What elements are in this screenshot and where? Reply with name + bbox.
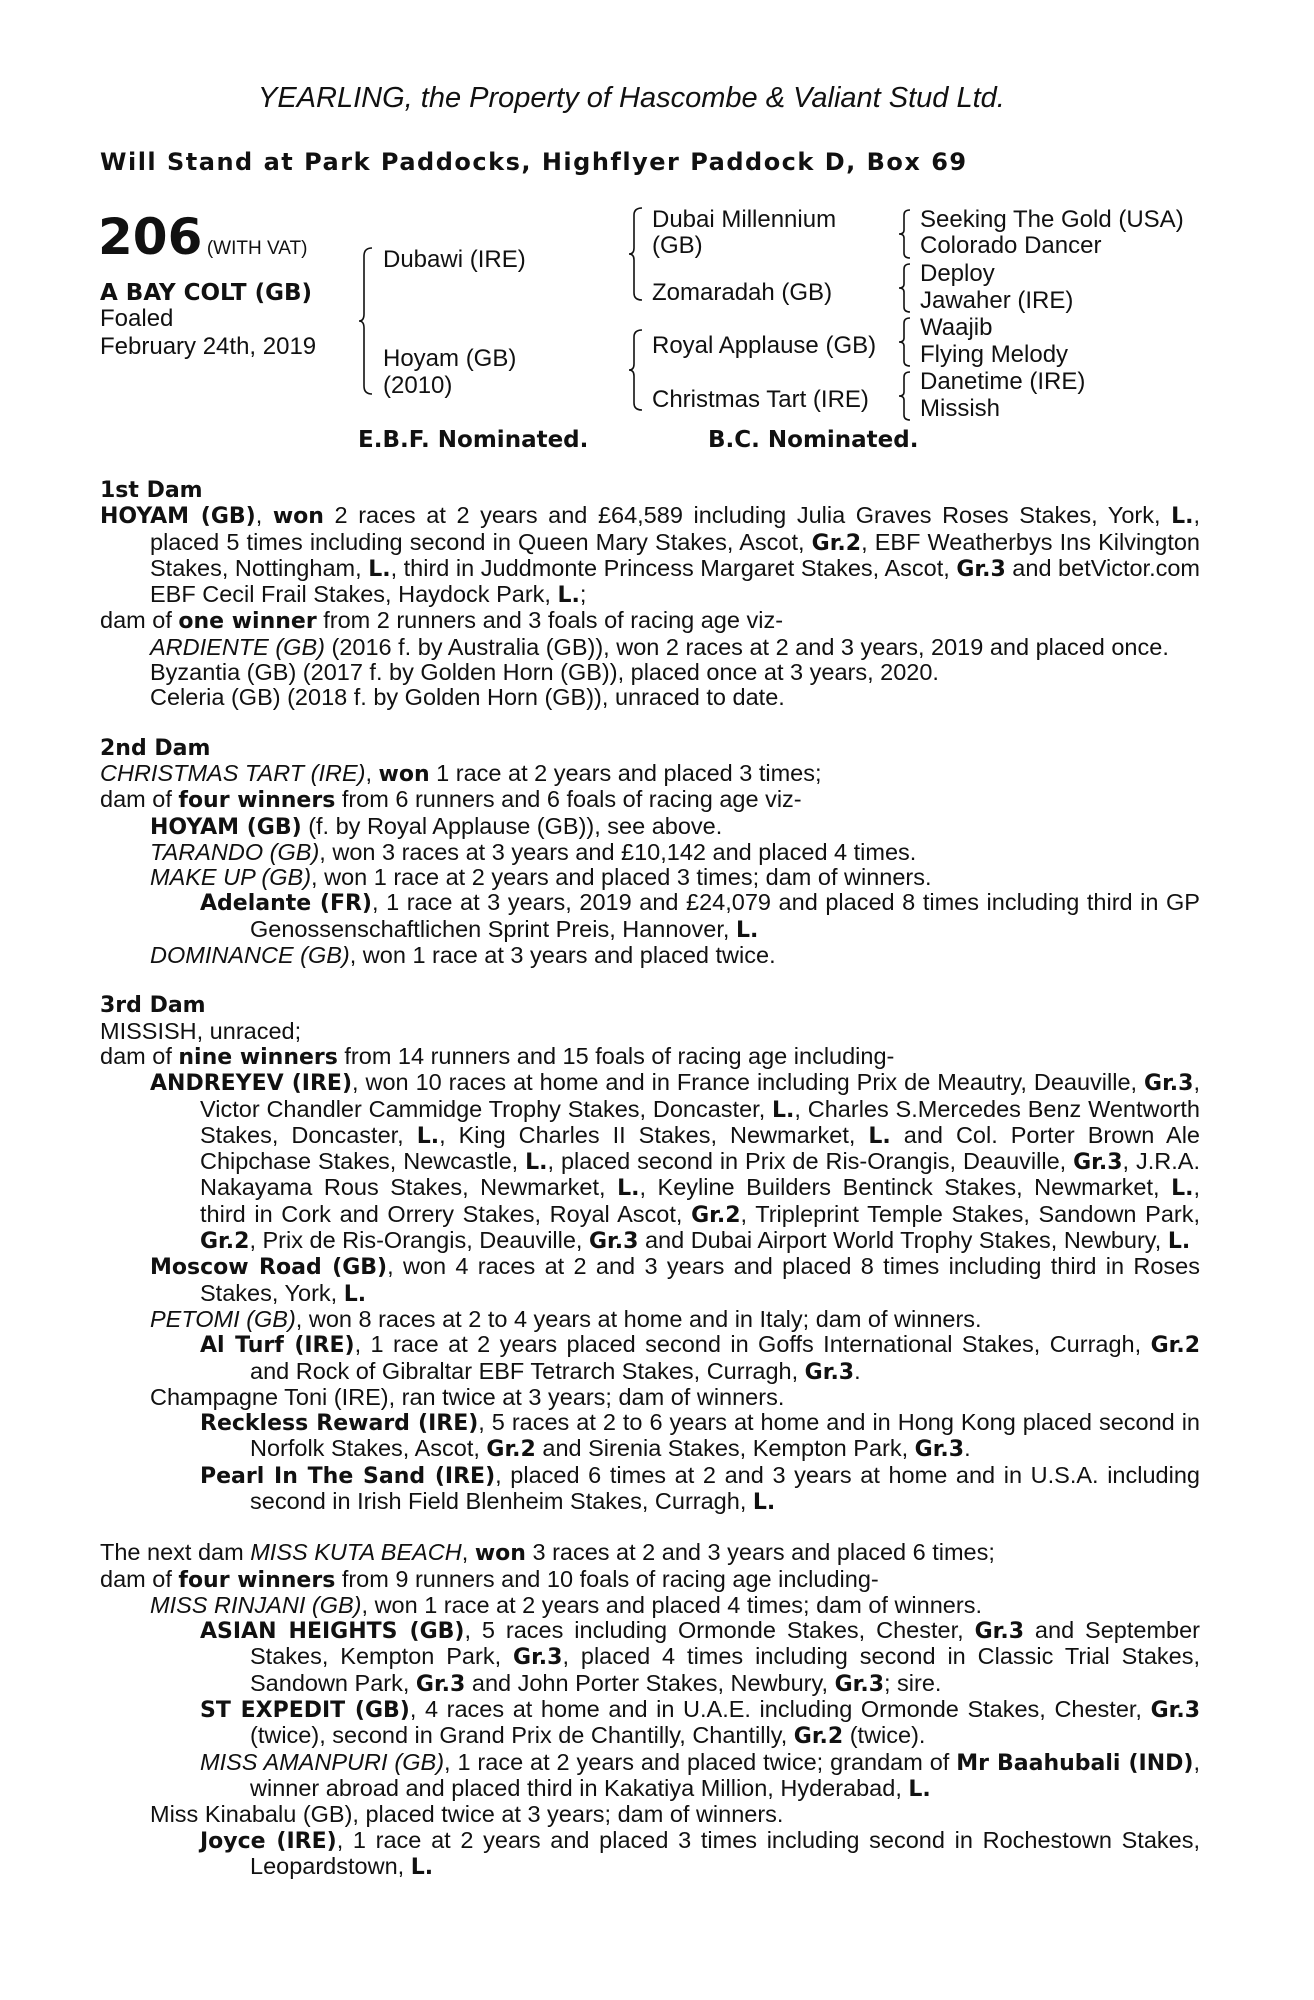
- text: from 2 runners and 3 foals of racing age viz-: [316, 607, 784, 634]
- sire-line-brace: [628, 206, 644, 302]
- foal-entry: [100, 1307, 1200, 1332]
- text: , 1 race at 2 years and placed 3 times including second in Rochestown Stakes, Leopardstown,: [250, 1826, 1200, 1879]
- dam-name: Hoyam (GB): [383, 345, 517, 372]
- lot-description: A BAY COLT (GB): [100, 280, 313, 306]
- text: and Rock of Gibraltar EBF Tetrarch Stakes, Curragh,: [250, 1357, 805, 1384]
- grandfoal-entry: [100, 890, 1200, 943]
- foal-name: ARDIENTE (GB): [150, 633, 325, 660]
- listed-label: L.: [868, 1123, 891, 1149]
- grandfoal-entry: [100, 1828, 1200, 1881]
- sss-name: Seeking The Gold (USA): [920, 206, 1184, 233]
- text: , won 8 races at 2 to 4 years at home and in Italy; dam of winners.: [295, 1305, 982, 1332]
- grandfoal-name: Mr Baahubali (IND): [956, 1750, 1194, 1776]
- text: (2016 f. by Australia (GB)), won 2 races at 2 and 3 years, 2019 and placed once.: [324, 633, 1169, 660]
- text: and September Stakes, Kempton Park,: [250, 1617, 1201, 1670]
- text: , won 10 races at home and in France including Prix de Meautry, Deauville,: [352, 1069, 1145, 1096]
- text: and John Porter Stakes, Newbury,: [465, 1669, 835, 1696]
- listed-label: L.: [735, 917, 759, 943]
- winners-count: one winner: [178, 609, 317, 635]
- text: , J.R.A. Nakayama Rous Stakes, Newmarket,: [200, 1148, 1200, 1201]
- foal-entry: [100, 1070, 1200, 1254]
- group-label: Gr.2: [1150, 1333, 1200, 1359]
- foal-entry: [100, 943, 1200, 968]
- text: ;: [579, 581, 587, 608]
- dd-brace: [898, 370, 912, 422]
- text: , 5 races including Ormonde Stakes, Chester,: [464, 1617, 975, 1644]
- text: , placed 6 times at 2 and 3 years at home and in U.S.A. including second in Irish Field Blenheim Stakes, Curragh,: [250, 1461, 1200, 1514]
- text: , winner abroad and placed third in Kakatiya Million, Hyderabad,: [250, 1748, 1200, 1801]
- dam-name: MISS KUTA BEACH: [250, 1539, 462, 1566]
- lot-number-line: [98, 208, 307, 266]
- catalogue-body: [100, 478, 1200, 1880]
- grandfoal-entry: [100, 1463, 1200, 1516]
- foal-name: Adelante (FR): [200, 891, 372, 917]
- sds-name: Deploy: [920, 260, 995, 287]
- third-dam-produce: [100, 1044, 1200, 1070]
- listed-label: L.: [416, 1123, 440, 1149]
- ddd-name: Missish: [920, 395, 1001, 422]
- sire-sire-country: (GB): [652, 232, 703, 259]
- text: ,: [365, 759, 379, 786]
- spacer: [100, 1515, 1200, 1540]
- text: .: [964, 1435, 971, 1462]
- text: .: [854, 1357, 861, 1384]
- text: , won 1 race at 2 years and placed 4 times; dam of winners.: [361, 1591, 982, 1618]
- bc-nomination: B.C. Nominated.: [708, 427, 919, 453]
- sdd-name: Jawaher (IRE): [920, 287, 1074, 314]
- foal-name: ASIAN HEIGHTS (GB): [200, 1619, 465, 1645]
- won-label: won: [272, 504, 324, 530]
- ssd-name: Colorado Dancer: [920, 232, 1102, 259]
- text: dam of: [100, 1565, 179, 1592]
- group-label: Gr.2: [691, 1202, 741, 1228]
- group-label: Gr.3: [415, 1671, 466, 1697]
- foal-name: MISS AMANPURI (GB): [200, 1748, 445, 1775]
- text: , Charles S.Mercedes Benz Wentworth Stakes, Doncaster,: [200, 1095, 1200, 1148]
- dds-name: Danetime (IRE): [920, 368, 1086, 395]
- foal-name: TARANDO (GB): [150, 838, 320, 865]
- grandfoal-entry: [100, 1750, 1200, 1803]
- listed-label: L.: [1167, 1229, 1191, 1255]
- foal-entry: [100, 1593, 1200, 1618]
- foal-name: Reckless Reward (IRE): [200, 1411, 479, 1437]
- foal-name: MISS RINJANI (GB): [150, 1591, 362, 1618]
- foal-name: DOMINANCE (GB): [150, 942, 350, 969]
- winners-count: four winners: [178, 788, 336, 814]
- lot-number: 206: [98, 208, 203, 266]
- dam-dam: Christmas Tart (IRE): [652, 386, 869, 413]
- group-label: Gr.3: [914, 1437, 965, 1463]
- text: , third in Cork and Orrery Stakes, Royal Ascot,: [200, 1174, 1200, 1227]
- text: , placed 4 times including second in Classic Trial Stakes, Sandown Park,: [250, 1643, 1200, 1696]
- listed-label: L.: [617, 1176, 640, 1202]
- listed-label: L.: [1171, 1176, 1194, 1202]
- dam-name: CHRISTMAS TART (IRE): [100, 759, 366, 786]
- vat-label: (WITH VAT): [206, 238, 308, 259]
- group-label: Gr.2: [486, 1437, 536, 1463]
- group-label: Gr.2: [793, 1724, 844, 1750]
- won-label: won: [474, 1541, 526, 1567]
- group-label: Gr.3: [513, 1645, 563, 1671]
- first-dam-record: [100, 503, 1200, 608]
- third-dam-record: MISSISH, unraced;: [100, 1017, 302, 1044]
- sire-dam-brace: [358, 246, 374, 396]
- listed-label: L.: [557, 583, 580, 609]
- listed-label: L.: [772, 1097, 795, 1123]
- group-label: Gr.2: [200, 1229, 250, 1255]
- foal-name: Pearl In The Sand (IRE): [200, 1463, 496, 1489]
- header-title: YEARLING, the Property of Hascombe & Valiant Stud Ltd.: [258, 82, 1005, 114]
- winners-count: four winners: [178, 1567, 336, 1593]
- text: , Tripleprint Temple Stakes, Sandown Park,: [740, 1200, 1200, 1227]
- text: The next dam: [100, 1539, 251, 1566]
- text: 1 race at 2 years and placed 3 times;: [429, 759, 822, 786]
- second-dam-heading: 2nd Dam: [100, 735, 211, 761]
- text: , King Charles II Stakes, Newmarket,: [439, 1121, 869, 1148]
- foal-name: PETOMI (GB): [150, 1305, 296, 1332]
- dss-name: Waajib: [920, 314, 993, 341]
- text: , Victor Chandler Cammidge Trophy Stakes, Doncaster,: [200, 1069, 1200, 1122]
- text: , placed 5 times including second in Queen Mary Stakes, Ascot,: [150, 502, 1200, 555]
- ss-brace: [898, 208, 912, 260]
- grandfoal-entry: [100, 1618, 1200, 1697]
- group-label: Gr.3: [956, 556, 1006, 582]
- text: , 1 race at 3 years, 2019 and £24,079 and placed 8 times including third in GP Genossenschaftlichen Sprint Preis, Hannover,: [250, 889, 1200, 942]
- text: dam of: [100, 786, 179, 813]
- foaled-date: February 24th, 2019: [100, 333, 317, 360]
- first-dam-heading: 1st Dam: [100, 478, 203, 503]
- third-dam-heading: 3rd Dam: [100, 993, 206, 1019]
- text: 2 races at 2 years and £64,589 including Julia Graves Roses Stakes, York,: [323, 502, 1172, 529]
- text: , 1 race at 2 years and placed twice; grandam of: [444, 1748, 957, 1775]
- foal-entry: [100, 840, 1200, 865]
- listed-label: L.: [752, 1489, 776, 1515]
- text: , won 1 race at 2 years and placed 3 times; dam of winners.: [311, 864, 932, 891]
- text: 3 races at 2 and 3 years and placed 6 times;: [525, 1539, 995, 1566]
- dam-line-brace: [628, 328, 644, 412]
- listed-label: L.: [343, 1281, 367, 1307]
- text: , 5 races at 2 to 6 years at home and in Hong Kong placed second in Norfolk Stakes, Ascot,: [250, 1409, 1201, 1462]
- next-dam-record: [100, 1540, 1200, 1566]
- text: dam of: [100, 1042, 179, 1069]
- foal-name: MAKE UP (GB): [150, 864, 312, 891]
- first-dam-produce: [100, 608, 1200, 634]
- foal-name: ST EXPEDIT (GB): [200, 1698, 410, 1724]
- text: (twice), second in Grand Prix de Chantilly, Chantilly,: [250, 1722, 794, 1749]
- group-label: Gr.3: [974, 1619, 1025, 1645]
- foal-name: Al Turf (IRE): [200, 1333, 355, 1359]
- group-label: Gr.3: [804, 1359, 855, 1385]
- foal-entry: Champagne Toni (IRE), ran twice at 3 years; dam of winners.: [150, 1383, 785, 1410]
- second-dam-record: [100, 761, 1200, 787]
- listed-label: L.: [368, 556, 391, 582]
- foal-entry: Byzantia (GB) (2017 f. by Golden Horn (GB)), placed once at 3 years, 2020.: [150, 659, 939, 686]
- second-dam-produce: [100, 787, 1200, 813]
- sire-sire: Dubai Millennium: [652, 206, 837, 233]
- text: and betVictor.com EBF Cecil Frail Stakes, Haydock Park,: [150, 554, 1200, 608]
- foal-entry: [100, 865, 1200, 890]
- listed-label: L.: [525, 1150, 548, 1176]
- dam-sire: Royal Applause (GB): [652, 332, 877, 359]
- foal-entry: [100, 635, 1200, 660]
- winners-count: nine winners: [178, 1044, 338, 1070]
- text: , 4 races at home and in U.A.E. including Ormonde Stakes, Chester,: [409, 1696, 1151, 1723]
- dam-name: HOYAM (GB): [100, 504, 256, 530]
- foal-name: Joyce (IRE): [200, 1828, 337, 1854]
- text: ,: [255, 502, 273, 529]
- text: , won 4 races at 2 and 3 years and placed 8 times including third in Roses Stakes, York,: [200, 1253, 1200, 1306]
- header-location: Will Stand at Park Paddocks, Highflyer Paddock D, Box 69: [100, 148, 968, 176]
- foal-name: Moscow Road (GB): [150, 1255, 388, 1281]
- group-label: Gr.3: [834, 1671, 884, 1697]
- text: dam of: [100, 607, 179, 634]
- listed-label: L.: [1171, 504, 1194, 530]
- dam-year: (2010): [383, 372, 453, 399]
- grandfoal-entry: [100, 1332, 1200, 1385]
- text: , third in Juddmonte Princess Margaret Stakes, Ascot,: [390, 554, 957, 581]
- foal-entry: Miss Kinabalu (GB), placed twice at 3 years; dam of winners.: [150, 1801, 784, 1828]
- text: and Col. Porter Brown Ale Chipchase Stakes, Newcastle,: [200, 1121, 1200, 1175]
- text: , Keyline Builders Bentinck Stakes, Newmarket,: [639, 1174, 1172, 1201]
- group-label: Gr.3: [1150, 1698, 1201, 1724]
- next-dam-produce: [100, 1567, 1200, 1593]
- group-label: Gr.3: [1073, 1150, 1123, 1176]
- dsd-name: Flying Melody: [920, 341, 1069, 368]
- text: from 14 runners and 15 foals of racing age including-: [337, 1042, 895, 1069]
- text: ; sire.: [884, 1669, 942, 1696]
- text: and Dubai Airport World Trophy Stakes, Newbury,: [638, 1227, 1168, 1254]
- text: (twice).: [843, 1722, 926, 1749]
- foal-entry: [100, 814, 1200, 840]
- group-label: Gr.2: [811, 530, 862, 556]
- text: , placed second in Prix de Ris-Orangis, Deauville,: [547, 1148, 1074, 1175]
- group-label: Gr.3: [589, 1229, 639, 1255]
- text: from 9 runners and 10 foals of racing age including-: [335, 1565, 879, 1592]
- sire-dam: Zomaradah (GB): [652, 279, 833, 306]
- foaled-label: Foaled: [100, 305, 174, 332]
- text: , won 3 races at 3 years and £10,142 and placed 4 times.: [319, 838, 917, 865]
- text: , 1 race at 2 years placed second in Goffs International Stakes, Curragh,: [354, 1331, 1151, 1358]
- ebf-nomination: E.B.F. Nominated.: [358, 427, 589, 453]
- foal-name: ANDREYEV (IRE): [150, 1071, 353, 1097]
- text: from 6 runners and 6 foals of racing age viz-: [335, 786, 802, 813]
- listed-label: L.: [410, 1854, 434, 1880]
- sd-brace: [898, 262, 912, 314]
- won-label: won: [378, 761, 430, 787]
- text: ,: [461, 1539, 475, 1566]
- foal-name: HOYAM (GB): [150, 814, 302, 840]
- text: , EBF Weatherbys Ins Kilvington Stakes, Nottingham,: [150, 528, 1200, 581]
- foal-entry: [100, 1254, 1200, 1307]
- grandfoal-entry: [100, 1697, 1200, 1750]
- text: , won 1 race at 3 years and placed twice.: [349, 942, 776, 969]
- ds-brace: [898, 316, 912, 368]
- grandfoal-entry: [100, 1410, 1200, 1463]
- listed-label: L.: [908, 1776, 931, 1802]
- text: and Sirenia Stakes, Kempton Park,: [535, 1435, 915, 1462]
- text: (f. by Royal Applause (GB)), see above.: [301, 812, 723, 839]
- foal-entry: Celeria (GB) (2018 f. by Golden Horn (GB)), unraced to date.: [150, 684, 785, 711]
- sire-name: Dubawi (IRE): [383, 246, 526, 273]
- text: , Prix de Ris-Orangis, Deauville,: [249, 1227, 589, 1254]
- group-label: Gr.3: [1144, 1071, 1194, 1097]
